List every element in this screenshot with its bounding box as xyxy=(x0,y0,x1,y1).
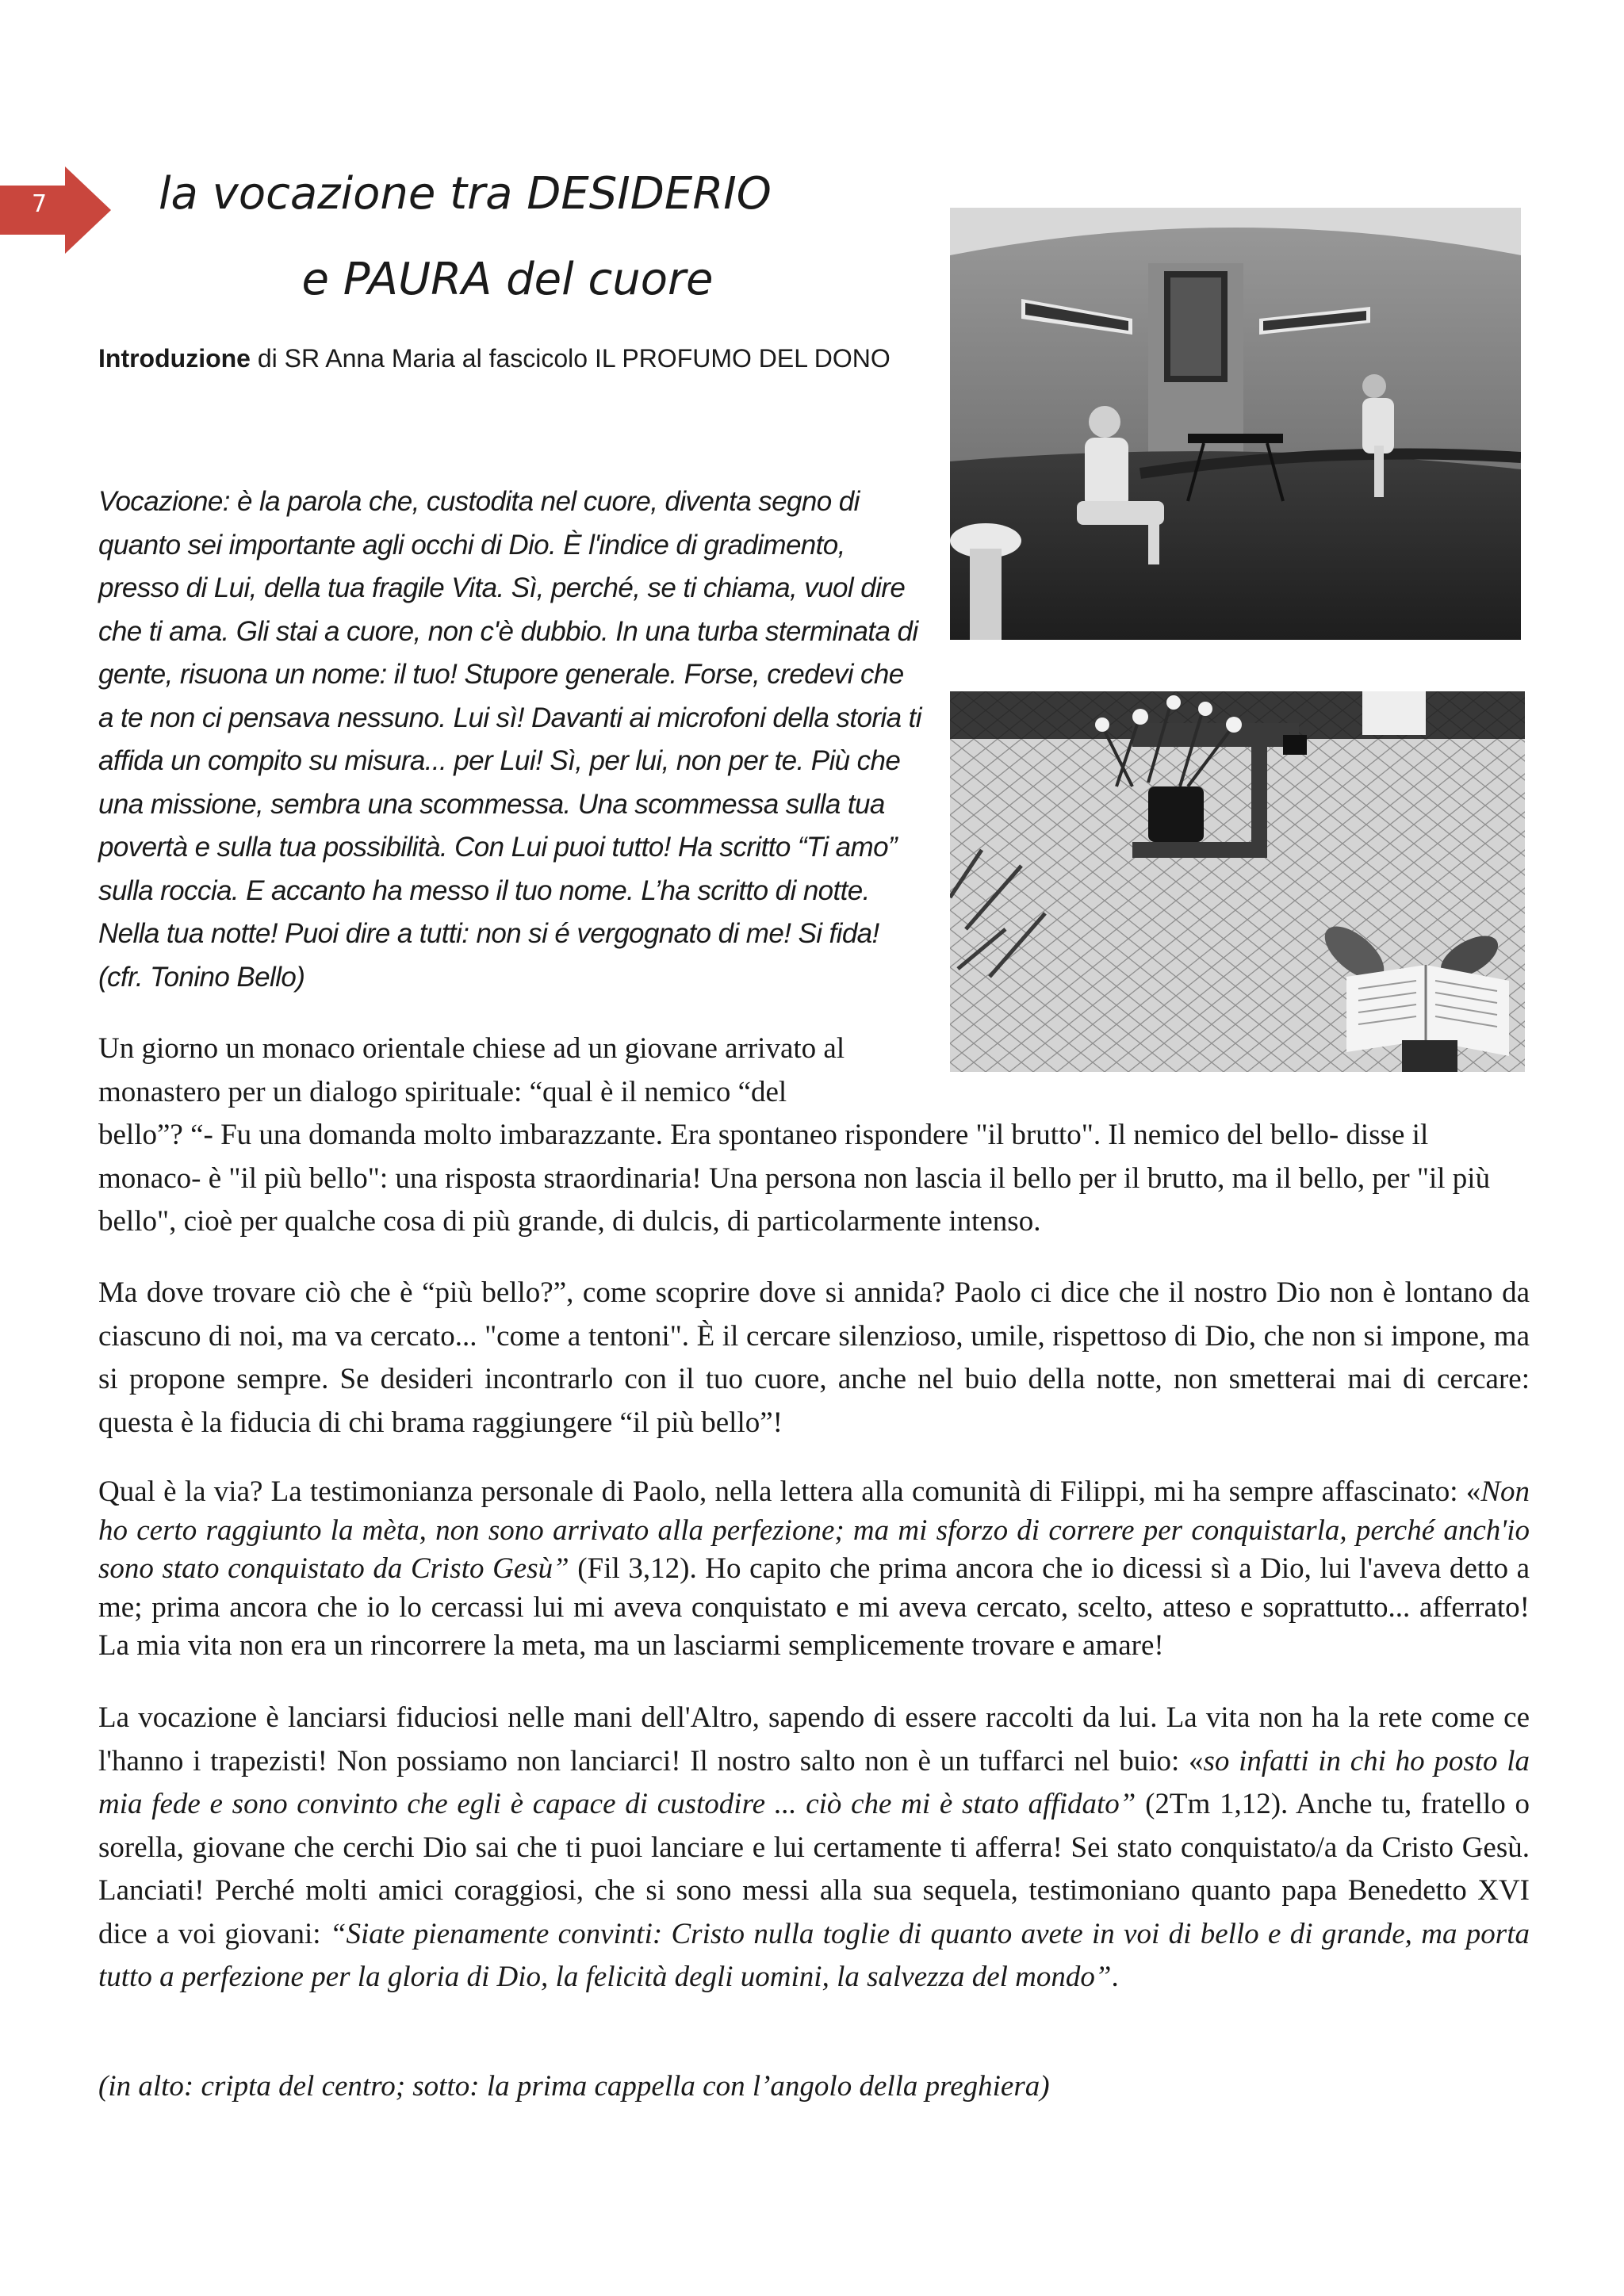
photo-caption: (in alto: cripta del centro; sotto: la prima cappella con l’angolo della preghiera) xyxy=(98,2070,1050,2103)
intro-label: Introduzione xyxy=(98,344,251,373)
paragraph-4-quote-1: so infatti in chi ho posto la mia fede e sono convinto che egli è capace di custodire ... ciò che mi è stato affidato” xyxy=(98,1744,1530,1820)
paragraph-4-end: . xyxy=(1111,1961,1119,1993)
title-line-2: e PAURA del cuore xyxy=(301,254,714,305)
paragraph-1-end: bello”? “- Fu una domanda molto imbarazzante. Era spontaneo rispondere "il brutto". Il nemico del bello- disse il monaco- è "il più bello": una risposta straordinaria! Una persona non lascia il bello per il brutto, ma il bello, per "il più bello", cioè per qualche cosa di più grande, di dulcis, di particolarmente intenso. xyxy=(98,1119,1491,1238)
paragraph-1-start: Un giorno un monaco orientale chiese ad un giovane arrivato al monastero per un dialogo spirituale: “qual è il nemico “del xyxy=(98,1032,845,1108)
intro-text: di SR Anna Maria al fascicolo IL PROFUMO DEL DONO xyxy=(250,344,891,373)
paragraph-4-text-a: La vocazione è lanciarsi fiduciosi nelle mani dell'Altro, sapendo di essere raccolti da lui. La vita non ha la rete come ce l'hanno i trapezisti! Non possiamo non lanciarci! Il nostro salto non è un tuffarci nel buio: « xyxy=(98,1701,1530,1777)
paragraph-3-text-a: Qual è la via? La testimonianza personale di Paolo, nella lettera alla comunità di Filippi, mi ha sempre affascinato: « xyxy=(98,1475,1481,1508)
paragraph-4 xyxy=(98,1697,1530,1999)
chapel-photo xyxy=(950,691,1525,1072)
page-number: 7 xyxy=(32,190,48,218)
paragraph-3-quote: Non ho certo raggiunto la mèta, non sono arrivato alla perfezione; ma mi sforzo di correre per conquistarla, perché anch'io sono stato conquistato da Cristo Gesù” xyxy=(98,1475,1530,1585)
paragraph-4-quote-2: “Siate pienamente convinti: Cristo nulla toglie di quanto avete in voi di bello e di grande, ma porta tutto a perfezione per la gloria di Dio, la felicità degli uomini, la salvezza del mondo” xyxy=(98,1917,1530,1993)
paragraph-3-text-b: (Fil 3,12). Ho capito che prima ancora che io dicessi sì a Dio, lui l'aveva detto a me; prima ancora che io lo cercassi lui mi aveva conquistato e mi aveva cercato, scelto, atteso e soprattutto... afferrato! La mia vita non era un rincorrere la meta, ma un lasciarmi semplicemente trovare e amare! xyxy=(98,1552,1530,1662)
paragraph-2: Ma dove trovare ciò che è “più bello?”, come scoprire dove si annida? Paolo ci dice che il nostro Dio non è lontano da ciascuno di noi, ma va cercato... "come a tentoni". È il cercare silenzioso, umile, rispettoso di Dio, che non si impone, ma si propone sempre. Se desideri incontrarlo con il tuo cuore, anche nel buio della notte, non smetterai mai di cercare: questa è la fiducia di chi brama raggiungere “il più bello”! xyxy=(98,1276,1530,1439)
intro-line xyxy=(98,344,939,373)
paragraph-4-text-b: (2Tm 1,12). Anche tu, fratello o sorella, giovane che cerchi Dio sai che ti puoi lanciare e lui certamente ti afferra! Sei stato conquistato/a da Cristo Gesù. Lanciati! Perché molti amici coraggiosi, che si sono messi alla sua sequela, testimoniano quanto papa Benedetto XVI dice a voi giovani: xyxy=(98,1788,1530,1950)
crypt-photo xyxy=(950,208,1521,640)
page-marker-arrow xyxy=(0,166,111,254)
title-line-1: la vocazione tra DESIDERIO xyxy=(159,168,772,220)
paragraph-3 xyxy=(98,1473,1530,1666)
opening-quote: Vocazione: è la parola che, custodita nel cuore, diventa segno di quanto sei importante agli occhi di Dio. È l'indice di gradimento, presso di Lui, della tua fragile Vita. Sì, perché, se ti chiama, vuol dire che ti ama. Gli stai a cuore, non c'è dubbio. In una turba sterminata di gente, risuona un nome: il tuo! Stupore generale. Forse, credevi che a te non ci pensava nessuno. Lui sì! Davanti ai microfoni della storia ti affida un compito su misura... per Lui! Sì, per lui, non per te. Più che una missione, sembra una scommessa. Una scommessa sulla tua povertà e sulla tua possibilità. Con Lui puoi tutto! Ha scritto “Ti amo” sulla roccia. E accanto ha messo il tuo nome. L’ha scritto di notte. Nella tua notte! Puoi dire a tutti: non si é vergognato di me! Si fida! (cfr. Tonino Bello) xyxy=(98,486,921,993)
